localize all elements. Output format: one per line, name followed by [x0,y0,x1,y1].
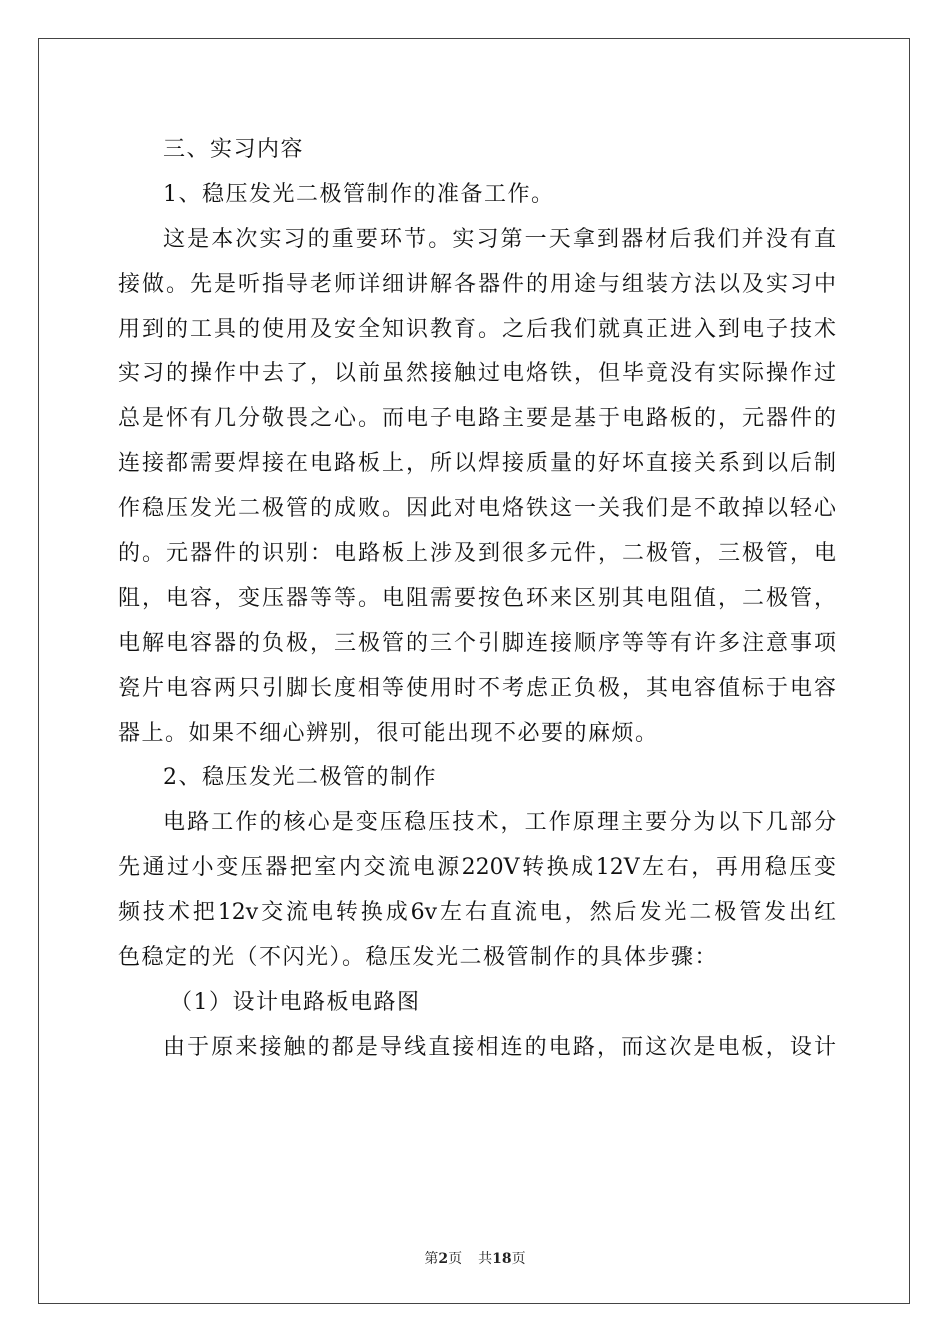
paragraph-line: 的。元器件的识别：电路板上涉及到很多元件，二极管，三极管，电 [118,541,836,567]
paragraph-line: 作稳压发光二极管的成败。因此对电烙铁这一关我们是不敢掉以轻心 [118,496,836,522]
page-footer [0,1248,950,1268]
page-suffix: 页 [448,1251,463,1267]
document-body [118,128,836,1071]
paragraph-line: 阻，电容，变压器等等。电阻需要按色环来区别其电阻值，二极管， [118,585,836,611]
paragraph-line: 用到的工具的使用及安全知识教育。之后我们就真正进入到电子技术 [118,316,836,342]
paragraph-line: 连接都需要焊接在电路板上，所以焊接质量的好坏直接关系到以后制 [118,451,836,477]
step-heading: （1）设计电路板电路图 [170,989,421,1015]
total-page-count: 18 [492,1251,512,1267]
subsection-heading: 1、稳压发光二极管制作的准备工作。 [163,181,555,207]
paragraph-line: 器上。如果不细心辨别，很可能出现不必要的麻烦。 [118,720,659,746]
paragraph-line: 电解电容器的负极，三极管的三个引脚连接顺序等等有许多注意事项 [118,630,836,656]
total-prefix: 共 [478,1251,493,1267]
paragraph-line: 先通过小变压器把室内交流电源220V转换成12V左右，再用稳压变 [118,855,836,881]
section-heading: 三、实习内容 [163,137,305,162]
paragraph-line: 电路工作的核心是变压稳压技术，工作原理主要分为以下几部分 [163,810,836,836]
subsection-heading: 2、稳压发光二极管的制作 [163,765,437,791]
paragraph-line: 总是怀有几分敬畏之心。而电子电路主要是基于电路板的，元器件的 [118,406,836,432]
paragraph-line: 由于原来接触的都是导线直接相连的电路，而这次是电板，设计 [163,1034,836,1060]
paragraph-line: 色稳定的光（不闪光）。稳压发光二极管制作的具体步骤： [118,945,719,971]
total-suffix: 页 [511,1251,526,1267]
paragraph-line: 接做。先是听指导老师详细讲解各器件的用途与组装方法以及实习中 [118,271,836,297]
paragraph-line: 实习的操作中去了，以前虽然接触过电烙铁，但毕竟没有实际操作过 [118,361,836,387]
page-prefix: 第 [424,1251,439,1267]
paragraph-line: 这是本次实习的重要环节。实习第一天拿到器材后我们并没有直 [163,226,836,252]
paragraph-line: 频技术把12v交流电转换成6v左右直流电，然后发光二极管发出红 [118,900,836,926]
current-page-number: 2 [438,1251,449,1267]
paragraph-line: 瓷片电容两只引脚长度相等使用时不考虑正负极，其电容值标于电容 [118,675,836,701]
